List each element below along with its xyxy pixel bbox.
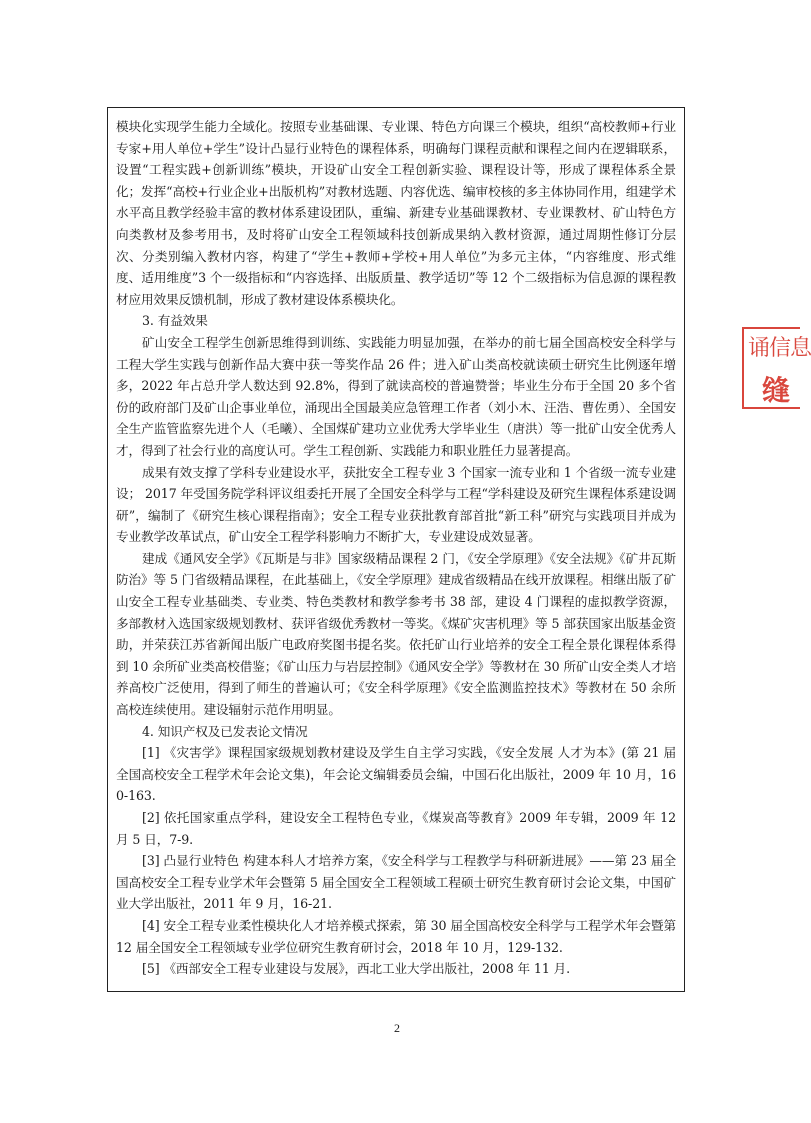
stamp-text-line2: 缝: [762, 374, 791, 407]
paragraph-module-system: 模块化实现学生能力全域化。按照专业基础课、专业课、特色方向课三个模块，组织“高校教师+行业专家+用人单位+学生”设计凸显行业特色的课程体系，明确每门课程贡献和课程之间内在逻辑联系，设置“工程实践+创新训练”模块，开设矿山安全工程创新实验、课程设计等，形成了课程体系全景化；发挥“高校+行业企业+出版机构”对教材选题、内容优选、编审校核的多主体协同作用，组建学术水平高且教学经验丰富的教材体系建设团队，重编、新建专业基础课教材、专业课教材、矿山特色方向类教材及参考用书，及时将矿山安全工程领域科技创新成果纳入教材资源，通过周期性修订分层次、分类别编入教材内容，构建了“学生+教师+学校+用人单位”为多元主体，“内容维度、形式维度、适用维度”3 个一级指标和“内容选择、出版质量、教学适切”等 12 个二级指标为信息源的课程教材应用效果反馈机制，形成了教材建设体系模块化。: [116, 119, 676, 307]
reference-item: [2] 依托国家重点学科，建设安全工程特色专业，《煤炭高等教育》2009 年专辑，2009 年 12 月 5 日，7-9.: [116, 810, 676, 847]
paragraph-student-outcomes: 矿山安全工程学生创新思维得到训练、实践能力明显加强，在举办的前七届全国高校安全科学与工程大学生实践与创新作品大赛中获一等奖作品 26 件；进入矿山类高校就读硕士研究生比例逐年增多，2022 年占总升学人数达到 92.8%，得到了就读高校的普遍赞誉；毕业生分布于全国 20 多个省份的政府部门及矿山企事业单位，涌现出全国最美应急管理工作者（刘小木、汪浩、曹佐勇）、全国安全生产监管监察先进个人（毛曦）、全国煤矿建功立业优秀大学毕业生（唐洪）等一批矿山安全优秀人才，得到了社会行业的高度认可。学生工程创新、实践能力和职业胜任力显著提高。: [116, 334, 676, 458]
heading-ip-papers: 4. 知识产权及已发表论文情况: [142, 723, 308, 739]
seal-stamp: [742, 327, 811, 409]
stamp-text-line1: 诵信息: [748, 336, 811, 361]
reference-item: [1] 《灾害学》课程国家级规划教材建设及学生自主学习实践，《安全发展 人才为本》(第 21 届全国高校安全工程学术年会论文集)，年会论文编辑委员会编，中国石化出版社，2009 年 10 月，160-163.: [116, 745, 676, 804]
page-number: 2: [394, 1021, 400, 1035]
reference-item: [3] 凸显行业特色 构建本科人才培养方案，《安全科学与工程教学与科研新进展》——第 23 届全国高校安全工程专业学术年会暨第 5 届全国安全工程领域工程硕士研究生教育研讨会论文集，中国矿业大学出版社，2011 年 9 月，16-21.: [116, 853, 676, 912]
content-frame: [107, 107, 685, 992]
paragraph-discipline-building: 成果有效支撑了学科专业建设水平，获批安全工程专业 3 个国家一流专业和 1 个省级一流专业建设； 2017 年受国务院学科评议组委托开展了全国安全科学与工程“学科建设及研究生课程体系建设调研”，编制了《研究生核心课程指南》；安全工程专业获批教育部首批“新工科”研究与实践项目并成为专业教学改革试点，矿山安全工程学科影响力不断扩大，专业建设成效显著。: [116, 464, 676, 545]
reference-item: [5] 《西部安全工程专业建设与发展》，西北工业大学出版社，2008 年 11 月.: [142, 961, 571, 977]
paragraph-courses-textbooks: 建成《通风安全学》《瓦斯是与非》国家级精品课程 2 门，《安全学原理》《安全法规》《矿井瓦斯防治》等 5 门省级精品课程，在此基础上，《安全学原理》建成省级精品在线开放课程。相继出版了矿山安全工程专业基础类、专业类、特色类教材和教学参考书 38 部，建设 4 门课程的虚拟教学资源，多部教材入选国家级规划教材、获评省级优秀教材一等奖。《煤矿灾害机理》等 5 部获国家出版基金资助，并荣获江苏省新闻出版广电政府奖图书提名奖。依托矿山行业培养的安全工程全景化课程体系得到 10 余所矿业类高校借鉴；《矿山压力与岩层控制》《通风安全学》等教材在 30 所矿山安全类人才培养高校广泛使用，得到了师生的普遍认可；《安全科学原理》《安全监测监控技术》等教材在 50 余所高校连续使用。建设辐射示范作用明显。: [116, 550, 676, 718]
heading-benefits: 3. 有益效果: [142, 313, 208, 329]
reference-item: [4] 安全工程专业柔性模块化人才培养模式探索，第 30 届全国高校安全科学与工程学术年会暨第 12 届全国安全工程领域专业学位研究生教育研讨会，2018 年 10 月，129-132.: [116, 917, 676, 955]
